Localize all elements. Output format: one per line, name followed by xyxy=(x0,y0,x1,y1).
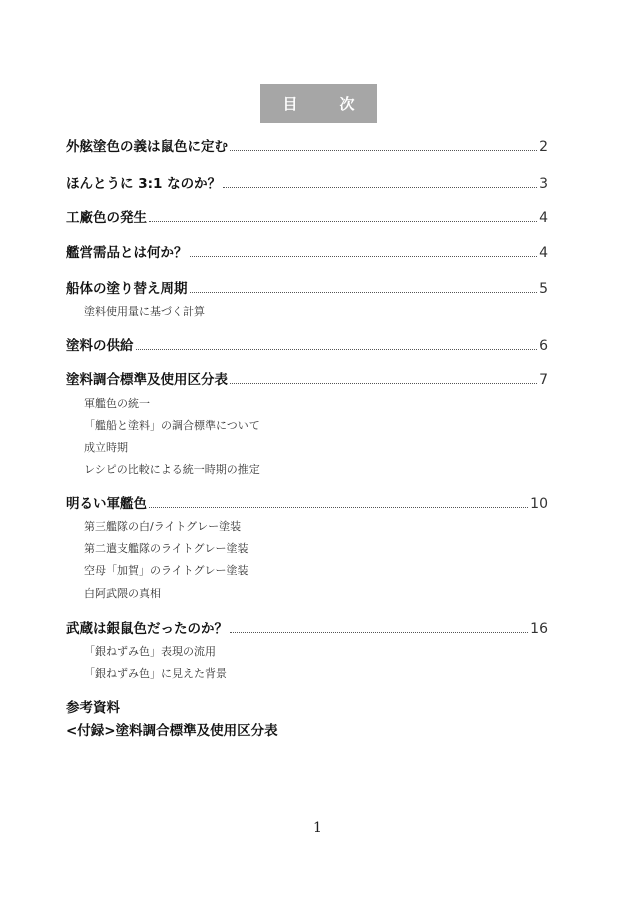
toc-entry-page: 5 xyxy=(539,281,548,297)
toc-subentry[interactable]: 成立時期 xyxy=(84,441,128,454)
toc-subentry[interactable]: 軍艦色の統一 xyxy=(84,397,150,410)
toc-entry[interactable] xyxy=(66,244,548,262)
toc-heading-right: 次 xyxy=(339,95,355,113)
toc-entry-title: 明るい軍艦色 xyxy=(66,496,147,512)
dot-leader xyxy=(230,382,537,384)
toc-entry-title: 塗料調合標準及使用区分表 xyxy=(66,372,228,388)
toc-entry[interactable] xyxy=(66,337,548,355)
toc-entry[interactable] xyxy=(66,138,548,156)
toc-entry-page: 4 xyxy=(539,210,548,226)
toc-entry-page: 7 xyxy=(539,372,548,388)
toc-entry-page: 2 xyxy=(539,139,548,155)
dot-leader xyxy=(190,291,538,293)
dot-leader xyxy=(136,348,538,350)
toc-entry-page: 4 xyxy=(539,245,548,261)
dot-leader xyxy=(230,149,537,151)
toc-subentry[interactable]: レシピの比較による統一時期の推定 xyxy=(84,463,260,476)
toc-entry-page: 3 xyxy=(539,176,548,192)
toc-subentry[interactable]: 「銀ねずみ色」表現の流用 xyxy=(84,645,216,658)
toc-heading-left: 目 xyxy=(282,95,298,113)
toc-entry-page: 10 xyxy=(530,496,548,512)
toc-entry-title: 艦営需品とは何か？ xyxy=(66,245,188,261)
toc-entry[interactable] xyxy=(66,280,548,298)
toc-entry[interactable] xyxy=(66,175,548,193)
dot-leader xyxy=(223,186,537,188)
toc-entry-page: 6 xyxy=(539,338,548,354)
toc-entry-plain[interactable]: 参考資料 xyxy=(66,700,120,716)
toc-entry-page: 16 xyxy=(530,621,548,637)
toc-heading xyxy=(260,84,377,123)
dot-leader xyxy=(230,631,528,633)
dot-leader xyxy=(149,220,537,222)
toc-entry-title: 工廠色の発生 xyxy=(66,210,147,226)
toc-entry[interactable] xyxy=(66,495,548,513)
toc-entry-title: 外舷塗色の義は鼠色に定む xyxy=(66,139,228,155)
dot-leader xyxy=(149,506,528,508)
toc-subentry[interactable]: 「艦船と塗料」の調合標準について xyxy=(84,419,260,432)
toc-subentry[interactable]: 「銀ねずみ色」に見えた背景 xyxy=(84,667,227,680)
toc-entry-title: 武蔵は銀鼠色だったのか？ xyxy=(66,621,228,637)
toc-subentry[interactable]: 第三艦隊の白/ライトグレー塗装 xyxy=(84,520,242,533)
dot-leader xyxy=(190,255,538,257)
toc-entry-title: ほんとうに 3:1 なのか？ xyxy=(66,176,222,192)
page-number: 1 xyxy=(313,820,322,836)
toc-subentry[interactable]: 第二遣支艦隊のライトグレー塗装 xyxy=(84,542,249,555)
toc-subentry[interactable]: 白阿武隈の真相 xyxy=(84,587,161,600)
toc-subentry[interactable]: 塗料使用量に基づく計算 xyxy=(84,305,205,318)
toc-entry[interactable] xyxy=(66,209,548,227)
toc-entry-title: 船体の塗り替え周期 xyxy=(66,281,188,297)
toc-entry[interactable] xyxy=(66,371,548,389)
toc-subentry[interactable]: 空母「加賀」のライトグレー塗装 xyxy=(84,564,249,577)
toc-entry[interactable] xyxy=(66,620,548,638)
toc-entry-title: 塗料の供給 xyxy=(66,338,134,354)
toc-entry-plain[interactable]: <付録>塗料調合標準及使用区分表 xyxy=(66,723,278,739)
